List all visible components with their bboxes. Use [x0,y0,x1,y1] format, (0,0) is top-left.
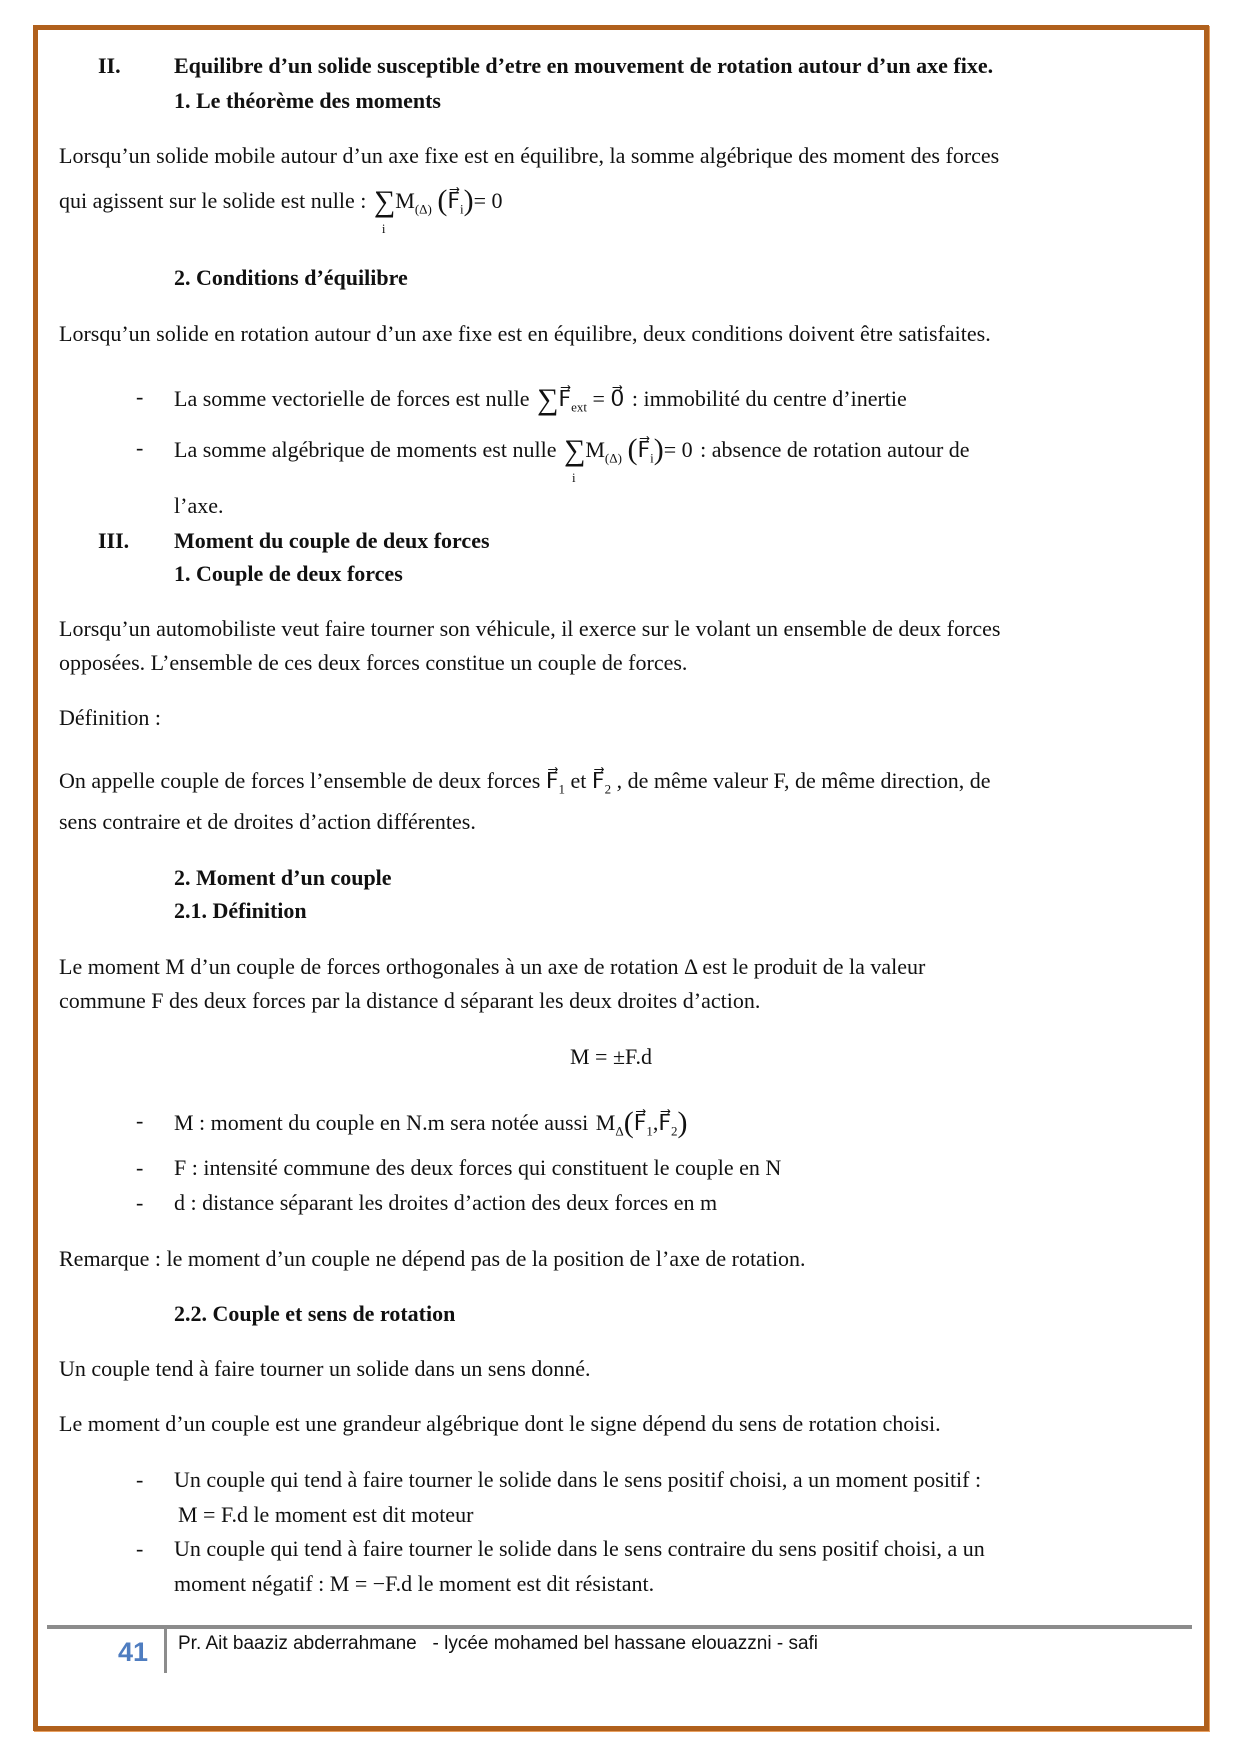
paragraph: Lorsqu’un solide en rotation autour d’un axe fixe est en équilibre, deux conditions doivent être satisfaites. [59,321,991,346]
bullet-dash: - [136,1467,144,1492]
force-sum-formula [537,383,624,421]
paragraph: sens contraire et de droites d’action différentes. [59,809,476,834]
sub: 1 [646,1123,653,1139]
paragraph: Un couple tend à faire tourner un solide dans un sens donné. [59,1356,591,1381]
sub: (Δ) [414,201,432,217]
paren: ( [623,1106,634,1139]
bullet-item [174,1107,690,1145]
f: F⃗ [558,386,572,411]
footer-text: Pr. Ait baaziz abderrahmane - lycée mohamed bel hassane elouazzni - safi [178,1633,819,1654]
text: qui agissent sur le solide est nulle : [59,188,367,213]
subsection-title: 2. Conditions d’équilibre [174,265,408,290]
f: F⃗ [447,188,460,213]
eq: = 0 [663,437,693,462]
bullet-item: Un couple qui tend à faire tourner le solide dans le sens contraire du sens positif choisi, a un [174,1536,985,1561]
sub: i [650,450,654,466]
bullet-dash: - [136,384,144,409]
sub: 1 [558,781,566,797]
footer-separator [164,1629,167,1673]
sub: ext [571,399,587,415]
text: M : moment du couple en N.m sera notée aussi [174,1110,589,1135]
f2: F⃗ [591,768,605,793]
bullet-dash: - [136,1155,144,1180]
paren: ) [653,433,664,466]
sigma: ∑ [537,383,559,416]
subsubsection-title: 2.2. Couple et sens de rotation [174,1301,456,1326]
sigma: ∑ [563,434,586,467]
sub: 2 [604,781,612,797]
bullet-dash: - [136,435,144,460]
text: : immobilité du centre d’inertie [631,386,907,411]
paragraph: Lorsqu’un automobiliste veut faire tourner son véhicule, il exerce sur le volant un ensemble de deux forces [59,616,1001,641]
footer-divider [47,1625,1192,1629]
subsubsection-title: 2.1. Définition [174,898,307,923]
index: i [381,221,386,236]
comma: , [652,1110,659,1135]
paren: ) [677,1106,688,1139]
bullet-continuation: M = F.d le moment est dit moteur [178,1502,474,1527]
f2: F⃗ [658,1110,671,1135]
definition-label: Définition : [59,705,162,730]
text: , de même valeur F, de même direction, de [616,768,991,793]
f1: F⃗ [545,768,559,793]
text: On appelle couple de forces l’ensemble de deux forces [59,768,541,793]
subsection-title: 2. Moment d’un couple [174,865,392,890]
paragraph-with-formula [59,184,505,236]
m: M [585,437,605,462]
m: M [395,188,415,213]
paren: ( [627,433,638,466]
subsection-title: 1. Le théorème des moments [174,88,441,113]
paragraph [59,767,991,803]
text: : absence de rotation autour de [700,437,970,462]
bullet-dash: - [136,1190,144,1215]
section-title: Equilibre d’un solide susceptible d’etre en mouvement de rotation autour d’un axe fixe. [174,53,994,78]
paragraph: commune F des deux forces par la distance d séparant les deux droites d’action. [59,988,761,1013]
eq: = 0⃗ [592,386,625,411]
text: l’axe. [174,493,224,518]
index: i [571,470,576,485]
sigma: ∑ [373,185,396,218]
paragraph: Le moment d’un couple est une grandeur algébrique dont le signe dépend du sens de rotation choisi. [59,1411,941,1436]
formula: M = ±F.d [570,1044,653,1069]
bullet-item: d : distance séparant les droites d’action des deux forces en m [174,1190,718,1215]
paragraph: Le moment M d’un couple de forces orthogonales à un axe de rotation Δ est le produit de la valeur [59,954,926,979]
section-title: Moment du couple de deux forces [174,528,490,553]
sub: i [460,201,464,217]
paren: ) [463,184,474,217]
f1: F⃗ [633,1110,647,1135]
paragraph: opposées. L’ensemble de ces deux forces constitue un couple de forces. [59,650,688,675]
bullet-item: Un couple qui tend à faire tourner le solide dans le sens positif choisi, a un moment positif : [174,1467,982,1492]
bullet-dash: - [136,1536,144,1561]
section-number: III. [98,528,130,553]
subsection-title: 1. Couple de deux forces [174,561,403,586]
bullet-item [174,383,907,421]
bullet-continuation: moment négatif : M = −F.d le moment est dit résistant. [174,1571,655,1596]
moment-sum-formula [563,433,693,485]
couple-moment-formula [596,1107,688,1145]
text: et [570,768,587,793]
paren: ( [437,184,448,217]
bullet-dash: - [136,1108,144,1133]
text: La somme vectorielle de forces est nulle [174,386,530,411]
section-number: II. [98,53,121,78]
text: La somme algébrique de moments est nulle [174,437,557,462]
eq: = 0 [473,188,503,213]
f: F⃗ [637,437,651,462]
m: M [595,1110,616,1135]
bullet-item: F : intensité commune des deux forces qui constituent le couple en N [174,1155,782,1180]
sub: (Δ) [604,450,622,466]
moment-sum-formula [373,184,503,236]
sub: 2 [671,1123,678,1139]
page-number: 41 [118,1637,149,1667]
paragraph: Lorsqu’un solide mobile autour d’un axe fixe est en équilibre, la somme algébrique des moment des forces [59,143,1000,168]
remark: Remarque : le moment d’un couple ne dépend pas de la position de l’axe de rotation. [59,1246,806,1271]
bullet-item [174,433,970,485]
sub: Δ [615,1123,624,1139]
